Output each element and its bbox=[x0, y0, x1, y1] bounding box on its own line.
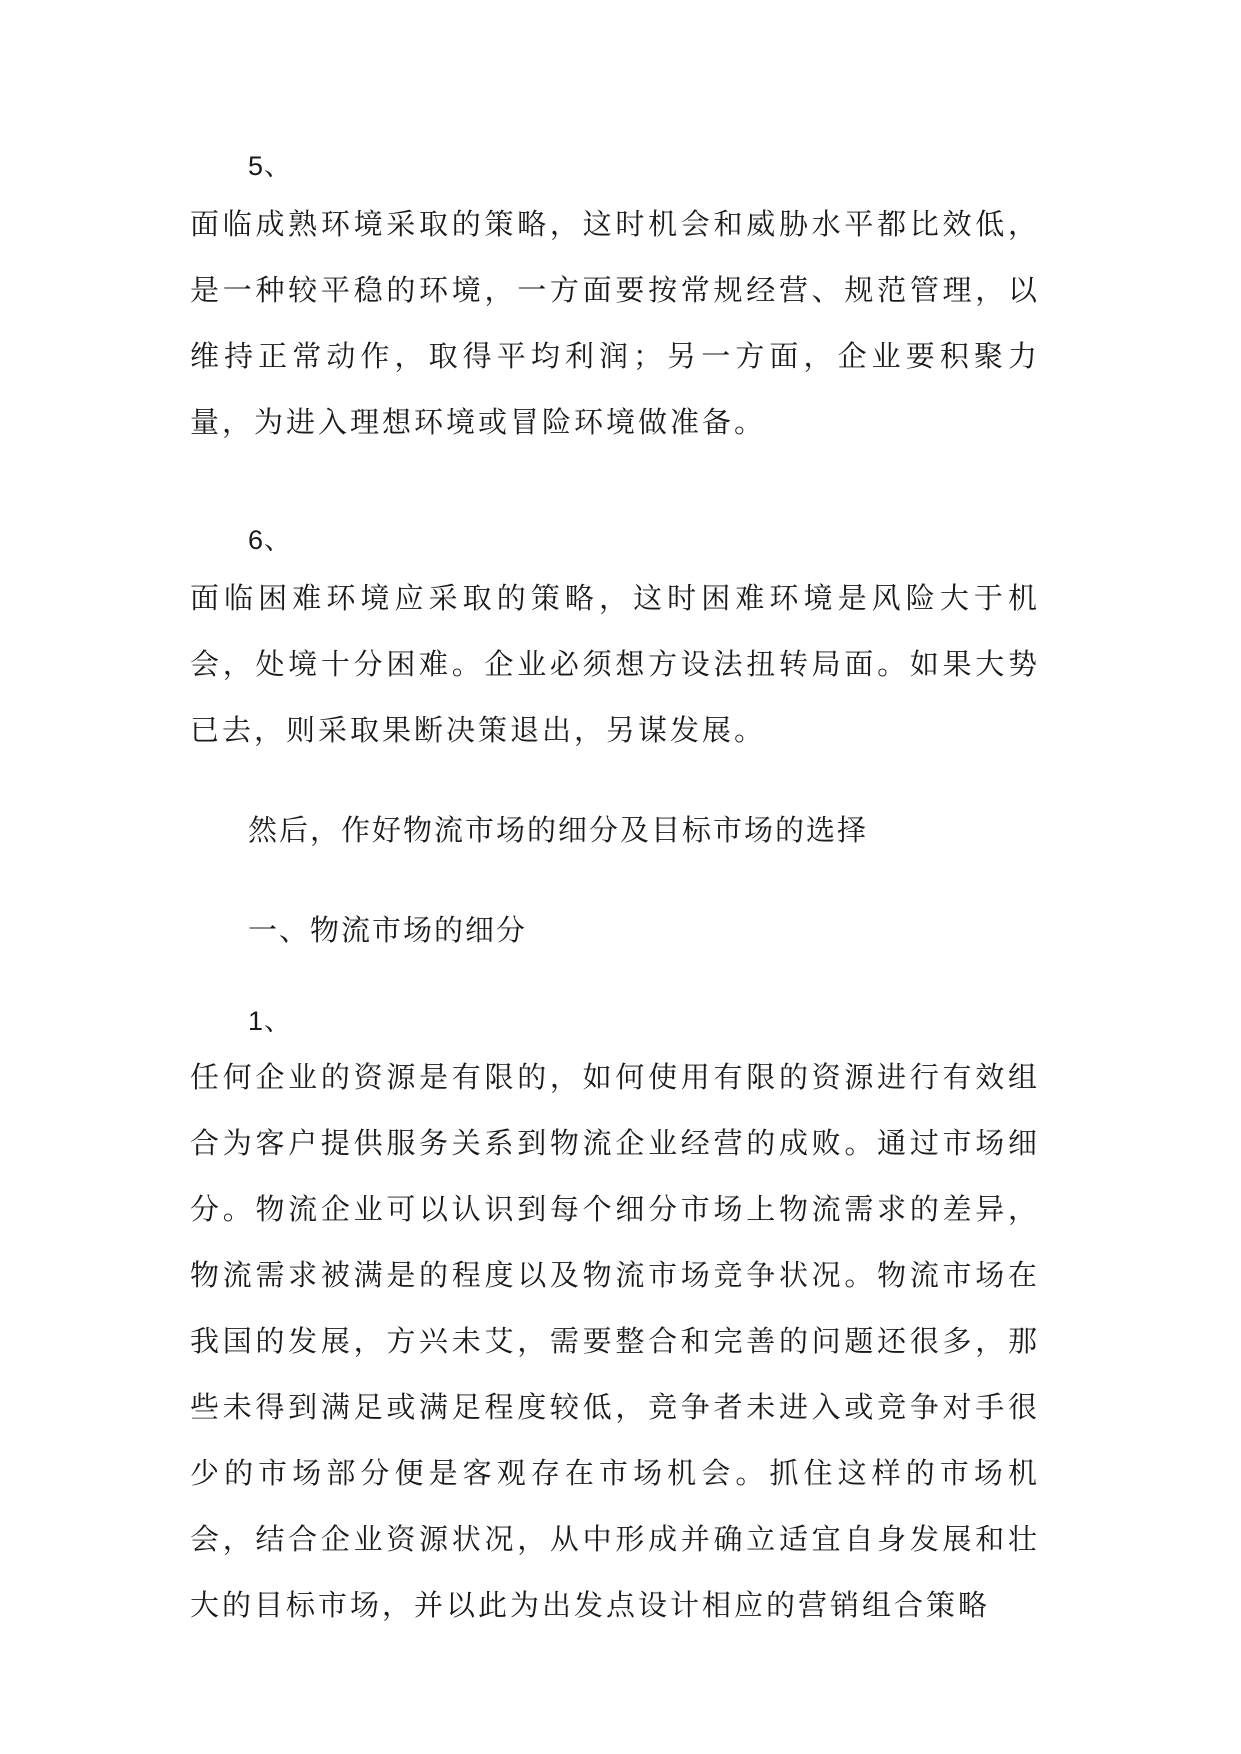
section-6-paragraph: 面临困难环境应采取的策略，这时困难环境是风险大于机会，处境十分困难。企业必须想方设法扭转局面。如果大势已去，则采取果断决策退出，另谋发展。 bbox=[190, 581, 1040, 747]
transition-line: 然后，作好物流市场的细分及目标市场的选择 bbox=[248, 813, 869, 847]
section-5-number: 5、 bbox=[248, 151, 293, 181]
item-1-number: 1、 bbox=[248, 1006, 293, 1036]
item-1-paragraph: 任何企业的资源是有限的，如何使用有限的资源进行有效组合为客户提供服务关系到物流企业经营的成败。通过市场细分。物流企业可以认识到每个细分市场上物流需求的差异，物流需求被满是的程度以及物流市场竞争状况。物流市场在我国的发展，方兴未艾，需要整合和完善的问题还很多，那些未得到满足或满足程度较低，竞争者未进入或竞争对手很少的市场部分便是客观存在市场机会。抓住这样的市场机会，结合企业资源状况，从中形成并确立适宜自身发展和壮大的目标市场，并以此为出发点设计相应的营销组合策略 bbox=[190, 1060, 1040, 1622]
heading-market-segmentation: 一、物流市场的细分 bbox=[248, 913, 528, 947]
section-6-number: 6、 bbox=[248, 525, 293, 555]
section-5-paragraph: 面临成熟环境采取的策略，这时机会和威胁水平都比效低，是一种较平稳的环境，一方面要按常规经营、规范管理，以维持正常动作，取得平均利润；另一方面，企业要积聚力量，为进入理想环境或冒险环境做准备。 bbox=[190, 207, 1040, 439]
